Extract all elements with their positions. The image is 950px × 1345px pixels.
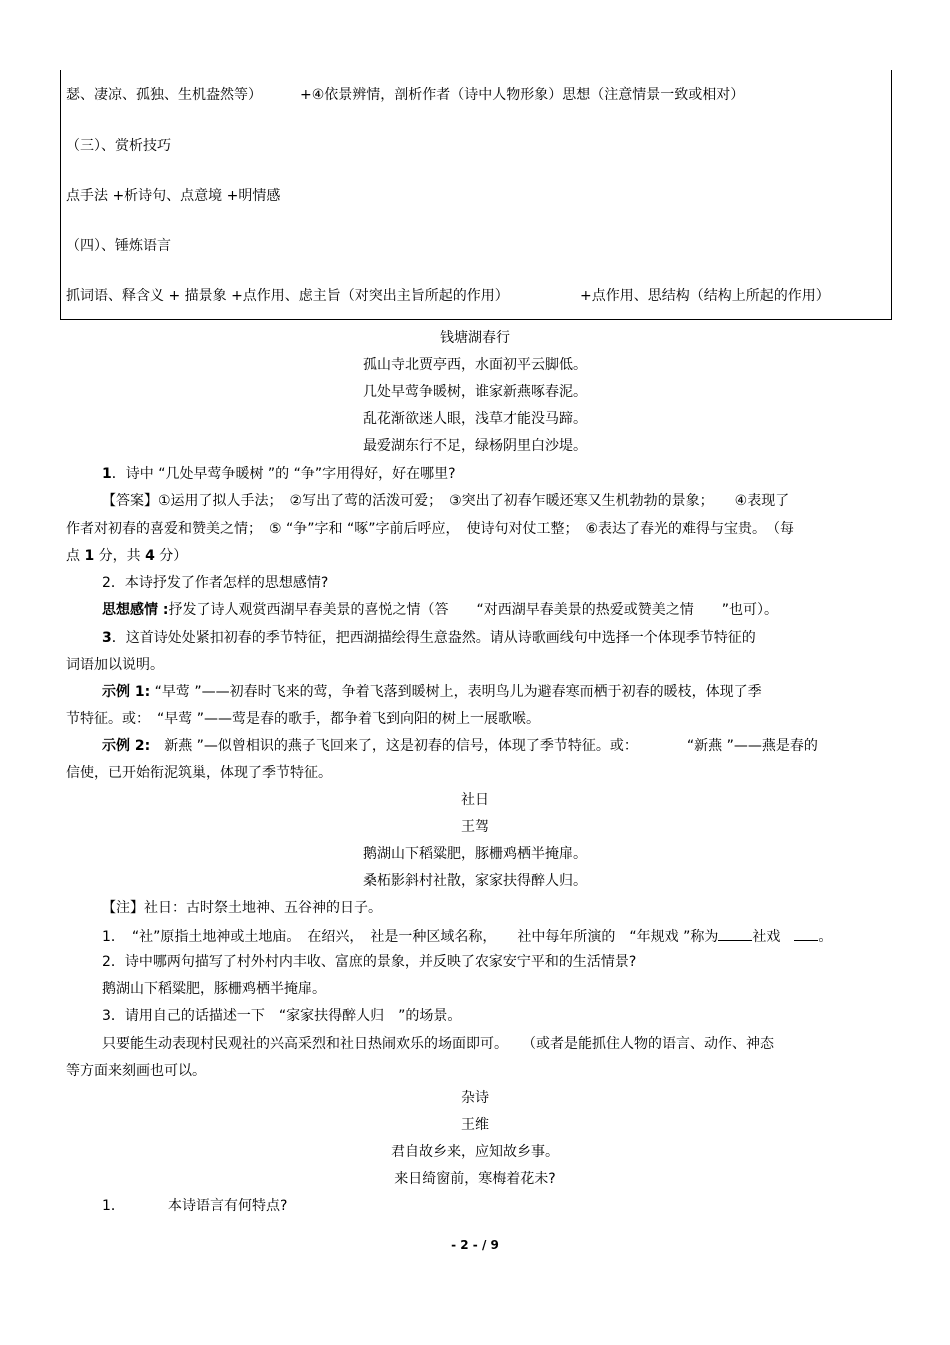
box-line-1a: 瑟、凄凉、孤独、生机盎然等） bbox=[66, 87, 262, 103]
section-3-title: （三）、赏析技巧 bbox=[66, 138, 171, 154]
poem2-line: 桑柘影斜村社散，家家扶得醉人归。 bbox=[363, 873, 587, 889]
answer-blank bbox=[794, 926, 818, 941]
poem1-answer-1-line-1: 【答案】①运用了拟人手法； ②写出了莺的活泼可爱； ③突出了初春乍暖还寒又生机勃勃的景象； ④表现了 bbox=[102, 493, 790, 509]
poem1-example-1-line-2: 节特征。或： “早莺 ”——莺是春的歌手，都争着飞到向阳的树上一展歌喉。 bbox=[66, 711, 540, 727]
poem1-line: 几处早莺争暖树，谁家新燕啄春泥。 bbox=[363, 384, 587, 400]
poem1-question-2: 2．本诗抒发了作者怎样的思想感情? bbox=[102, 575, 329, 591]
section-4-title: （四）、锤炼语言 bbox=[66, 238, 171, 254]
poem1-example-1-line-1: 示例 1: “早莺 ”——初春时飞来的莺，争着飞落到暖树上，表明鸟儿为避春寒而栖于初春的暖枝，体现了季 bbox=[102, 684, 762, 700]
example-label: 示例 2: bbox=[102, 738, 151, 754]
poem3-line: 君自故乡来，应知故乡事。 bbox=[391, 1144, 559, 1160]
poem2-question-1: 1． “社”原指土地神或土地庙。 在绍兴， 社是一种区域名称， 社中每年所演的 “年规戏 ”称为 社戏 。 bbox=[102, 926, 832, 946]
section-4-body-b: +点作用、思结构（结构上所起的作用） bbox=[580, 288, 830, 304]
poem3-title: 杂诗 bbox=[461, 1090, 489, 1106]
poem1-line: 最爱湖东行不足，绿杨阴里白沙堤。 bbox=[363, 438, 587, 454]
box-line-1b: +④依景辨情，剖析作者（诗中人物形象）思想（注意情景一致或相对） bbox=[300, 87, 745, 103]
poem2-question-3: 3．请用自己的话描述一下 “家家扶得醉人归 ”的场景。 bbox=[102, 1008, 462, 1024]
poem1-example-2-line-1: 示例 2: 新燕 ”—似曾相识的燕子飞回来了，这是初春的信号，体现了季节特征。或： “新燕 ”——燕是春的 bbox=[102, 738, 818, 754]
poem3-question-1-text: 本诗语言有何特点? bbox=[168, 1198, 288, 1214]
answer-blank bbox=[718, 926, 752, 941]
answer-label: 思想感情 : bbox=[102, 602, 169, 618]
section-3-body: 点手法 +析诗句、点意境 +明情感 bbox=[66, 188, 281, 204]
poem3-line: 来日绮窗前，寒梅着花未? bbox=[394, 1171, 556, 1187]
poem1-example-2-line-2: 信使，已开始衔泥筑巢，体现了季节特征。 bbox=[66, 765, 332, 781]
section-4-body-a: 抓词语、释含义 + 描景象 +点作用、虑主旨（对突出主旨所起的作用） bbox=[66, 288, 509, 304]
poem2-title: 社日 bbox=[461, 792, 489, 808]
question-number: 1 bbox=[102, 466, 112, 482]
poem1-answer-2: 思想感情 :抒发了诗人观赏西湖早春美景的喜悦之情（答 “对西湖早春美景的热爱或赞美之情 ”也可）。 bbox=[102, 602, 778, 618]
poem1-line: 乱花渐欲迷人眼，浅草才能没马蹄。 bbox=[363, 411, 587, 427]
poem3-author: 王维 bbox=[461, 1117, 489, 1133]
answer-label: 【答案】 bbox=[102, 493, 158, 509]
question-text: ．诗中 “几处早莺争暖树 ”的 “争”字用得好，好在哪里? bbox=[111, 466, 456, 482]
poem1-question-3-line-1: 3．这首诗处处紧扣初春的季节特征，把西湖描绘得生意盎然。请从诗歌画线句中选择一个体现季节特征的 bbox=[102, 630, 756, 646]
poem2-answer-3-line-2: 等方面来刻画也可以。 bbox=[66, 1063, 206, 1079]
poem1-question-3-line-2: 词语加以说明。 bbox=[66, 657, 164, 673]
example-label: 示例 1: bbox=[102, 684, 151, 700]
poem1-answer-1-line-3: 点 1 分，共 4 分） bbox=[66, 548, 188, 564]
poem1-question-1 bbox=[102, 465, 456, 483]
question-number: 3 bbox=[102, 630, 112, 646]
page-number: - 2 - / 9 bbox=[451, 1238, 499, 1252]
poem1-line: 孤山寺北贾亭西，水面初平云脚低。 bbox=[363, 357, 587, 373]
poem2-question-2: 2．诗中哪两句描写了村外村内丰收、富庶的景象，并反映了农家安宁平和的生活情景? bbox=[102, 954, 637, 970]
poem2-line: 鹅湖山下稻粱肥，豚栅鸡栖半掩扉。 bbox=[363, 846, 587, 862]
poem3-question-1-number: 1． bbox=[102, 1198, 125, 1214]
poem2-note: 【注】社日：古时祭土地神、五谷神的日子。 bbox=[102, 900, 382, 916]
poem2-answer-3-line-1: 只要能生动表现村民观社的兴高采烈和社日热闹欢乐的场面即可。 （或者是能抓住人物的语言、动作、神态 bbox=[102, 1036, 774, 1052]
poem1-title: 钱塘湖春行 bbox=[440, 330, 510, 346]
poem1-answer-1-line-2: 作者对初春的喜爱和赞美之情； ⑤ “争”字和 “啄”字前后呼应， 使诗句对仗工整； ⑥表达了春光的难得与宝贵。 （每 bbox=[66, 521, 795, 537]
poem2-author: 王驾 bbox=[461, 819, 489, 835]
poem2-answer-2: 鹅湖山下稻粱肥，豚栅鸡栖半掩扉。 bbox=[102, 981, 326, 997]
